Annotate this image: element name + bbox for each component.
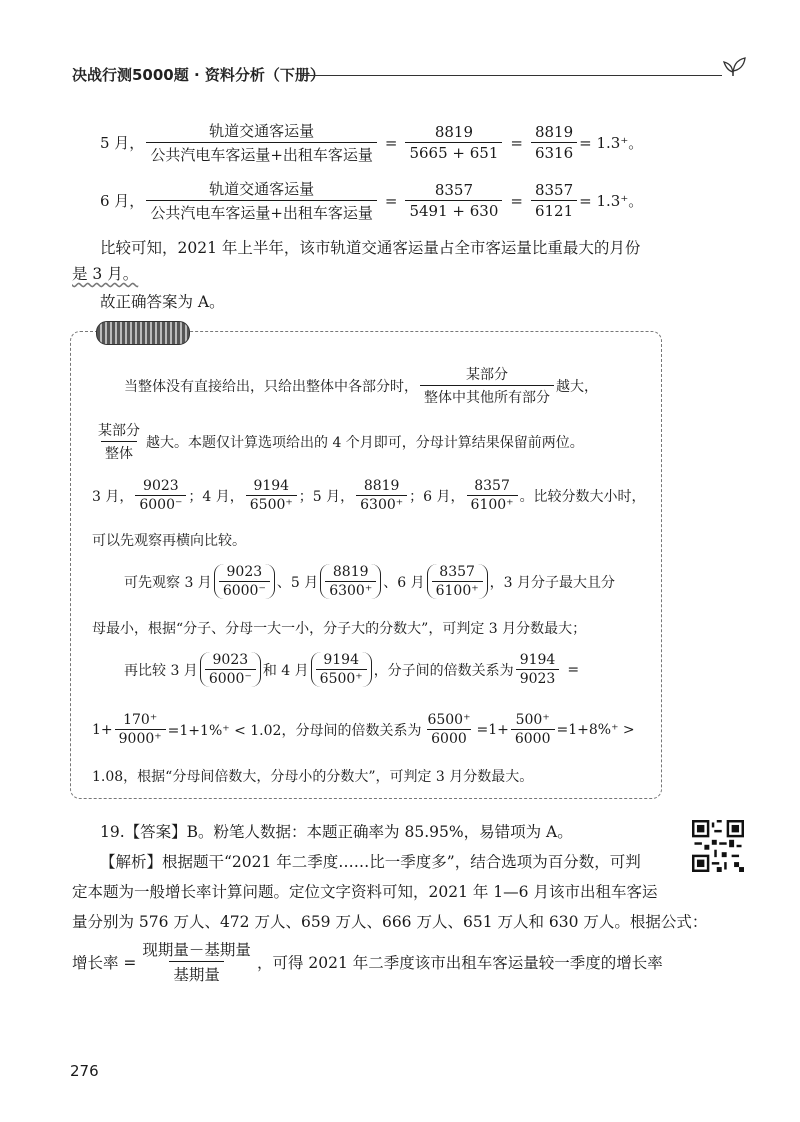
answer-line: 故正确答案为 A。 [100, 293, 225, 311]
conclusion-line-1: 比较可知，2021 年上半年，该市轨道交通客运量占全市客运量比重最大的月份 [100, 239, 641, 257]
tip-para-5: 再比较 3 月 $\frac{9023}{6000^-}$ 和 4 月 $\frac{9194}{6500^+}$ ，分子间的倍数关系为 $\frac{9194}{9023}$ = [124, 652, 580, 687]
fraction: $\frac{8819}{6300^+}$ [325, 564, 376, 599]
q19-formula-line: 增长率 = $\frac{\text{现期量－基期量}}{\text{基期量}}$ ，可得 2021 年二季度该市出租车客运量较一季度的增长率 [72, 938, 663, 985]
q19-analysis-line-2: 定本题为一般增长率计算问题。定位文字资料可知，2021 年 1—6 月该市出租车客运 [72, 883, 658, 901]
qr-code-icon[interactable] [692, 820, 744, 872]
leaf-icon [718, 52, 748, 78]
fraction: $\frac{6500^+}{6000}$ [427, 712, 471, 747]
fraction: $\frac{9023}{6000^-}$ [205, 652, 256, 687]
page-number: 276 [70, 1062, 99, 1080]
fraction: $\frac{8819}{6316}$ [531, 123, 577, 162]
tip-tag-icon [96, 321, 190, 345]
fraction: $\frac{8357}{5491 + 630}$ [405, 181, 502, 220]
fraction: $\frac{9023}{6000^-}$ [219, 564, 270, 599]
tip-para-3: 3 月， $\frac{9023}{6000^-}$ ； 4 月， $\frac{9194}{6500^+}$ ； 5 月， $\frac{8819}{6300^+}$ ； 6 月， $\frac{8357}{6100^+}$ 。比较分数大小时， [92, 478, 646, 513]
fraction: $\frac{9023}{6000^-}$ [135, 478, 186, 513]
formula-result: = 1.3⁺。 [579, 192, 644, 210]
tip-para-6: 1+ $\frac{170^+}{9000^+}$ =1+1%⁺ < 1.02，分母间的倍数关系为 $\frac{6500^+}{6000}$ =1+ $\frac{500^+}{6000}$ =1+8%⁺ > [92, 712, 635, 747]
tip-para-3-line-2: 可以先观察再横向比较。 [92, 533, 246, 549]
fraction: $\frac{9194}{6500^+}$ [316, 652, 367, 687]
q19-answer-line: 19.【答案】B。粉笔人数据：本题正确率为 85.95%，易错项为 A。 [100, 823, 573, 841]
fraction: $\frac{9194}{6500^+}$ [246, 478, 297, 513]
header-rule [300, 75, 722, 76]
q19-analysis-line-3: 量分别为 576 万人、472 万人、659 万人、666 万人、651 万人和 630 万人。根据公式： [72, 913, 708, 931]
fraction: $\frac{170^+}{9000^+}$ [115, 712, 166, 747]
fraction: $\frac{\text{现期量－基期量}}{\text{基期量}}$ [142, 941, 251, 984]
fraction: $\frac{\text{轨道交通客运量}}{\text{公共汽电车客运量+出租车客运量}}$ [146, 120, 377, 165]
tip-para-4: 可先观察 3 月 $\frac{9023}{6000^-}$ 、5 月 $\frac{8819}{6300^+}$ 、6 月 $\frac{8357}{6100^+}$ ，3 月分子最大且分 [124, 564, 615, 599]
formula-june: 6 月， $\frac{\text{轨道交通客运量}}{\text{公共汽电车客运量+出租车客运量}}$ = $\frac{8357}{5491 + 630}$ = $\frac{8357}{6121}$ = 1.3⁺。 [100, 180, 644, 222]
tip-para-4-line-2: 母最小，根据“分子、分母一大一小，分子大的分数大”，可判定 3 月分数最大； [92, 621, 587, 637]
fraction: $\frac{8819}{5665 + 651}$ [405, 123, 502, 162]
formula-label: 6 月， [100, 192, 145, 210]
fraction: $\frac{\text{轨道交通客运量}}{\text{公共汽电车客运量+出租车客运量}}$ [146, 178, 377, 223]
fraction: $\frac{9194}{9023}$ [516, 652, 560, 687]
tip-para-2: $\frac{\text{某部分}}{\text{整体}}$ 越大。本题仅计算选项给出的 4 个月即可，分母计算结果保留前两位。 [92, 420, 584, 463]
fraction: $\frac{8357}{6100^+}$ [467, 478, 518, 513]
header-title: 决战行测5000题 · 资料分析（下册） [72, 66, 325, 84]
fraction: $\frac{8357}{6100^+}$ [432, 564, 483, 599]
formula-may: 5 月， $\frac{\text{轨道交通客运量}}{\text{公共汽电车客运量+出租车客运量}}$ = $\frac{8819}{5665 + 651}$ = $\frac{8819}{6316}$ = 1.3⁺。 [100, 122, 644, 164]
fraction: $\frac{8357}{6121}$ [531, 181, 577, 220]
fraction: $\frac{\text{某部分}}{\text{整体中其他所有部分}}$ [420, 364, 554, 407]
conclusion-line-2: 是 3 月。 [72, 265, 139, 283]
formula-result: = 1.3⁺。 [579, 134, 644, 152]
tip-para-7: 1.08，根据“分母间倍数大，分母小的分数大”，可判定 3 月分数最大。 [92, 769, 534, 785]
fraction: $\frac{\text{某部分}}{\text{整体}}$ [98, 423, 140, 462]
formula-label: 5 月， [100, 134, 145, 152]
q19-analysis-line-1: 【解析】根据题干“2021 年二季度……比一季度多”，结合选项为百分数，可判 [100, 853, 641, 871]
tip-para-1: 当整体没有直接给出，只给出整体中各部分时， $\frac{\text{某部分}}{\text{整体中其他所有部分}}$ 越大， [124, 364, 598, 407]
fraction: $\frac{8819}{6300^+}$ [356, 478, 407, 513]
fraction: $\frac{500^+}{6000}$ [511, 712, 555, 747]
